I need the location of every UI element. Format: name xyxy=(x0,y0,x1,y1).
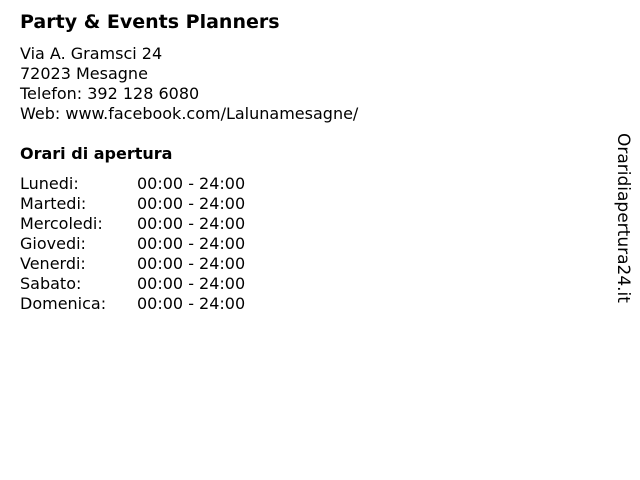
address-block xyxy=(20,44,358,124)
day-label: Lunedi: xyxy=(20,174,79,193)
time-range: 00:00 - 24:00 xyxy=(137,294,246,313)
day-label: Giovedi: xyxy=(20,234,86,253)
time-range: 00:00 - 24:00 xyxy=(137,234,246,253)
time-range: 00:00 - 24:00 xyxy=(137,214,246,233)
city-line: 72023 Mesagne xyxy=(20,64,148,83)
hours-heading: Orari di apertura xyxy=(20,144,173,163)
hours-row xyxy=(20,194,245,214)
hours-table xyxy=(20,174,245,314)
hours-row xyxy=(20,234,245,254)
business-name: Party & Events Planners xyxy=(20,11,280,33)
day-label: Venerdi: xyxy=(20,254,86,273)
hours-row xyxy=(20,294,245,314)
day-label: Domenica: xyxy=(20,294,107,313)
time-range: 00:00 - 24:00 xyxy=(137,174,246,193)
day-label: Sabato: xyxy=(20,274,82,293)
time-range: 00:00 - 24:00 xyxy=(137,274,246,293)
hours-row xyxy=(20,214,245,234)
web-line: Web: www.facebook.com/Lalunamesagne/ xyxy=(20,104,359,123)
site-watermark: Oraridiapertura24.it xyxy=(613,133,633,303)
hours-row xyxy=(20,274,245,294)
day-label: Martedi: xyxy=(20,194,87,213)
day-label: Mercoledi: xyxy=(20,214,103,233)
time-range: 00:00 - 24:00 xyxy=(137,194,246,213)
time-range: 00:00 - 24:00 xyxy=(137,254,246,273)
hours-row xyxy=(20,254,245,274)
phone-line: Telefon: 392 128 6080 xyxy=(20,84,200,103)
hours-row xyxy=(20,174,245,194)
street-address: Via A. Gramsci 24 xyxy=(20,44,163,63)
